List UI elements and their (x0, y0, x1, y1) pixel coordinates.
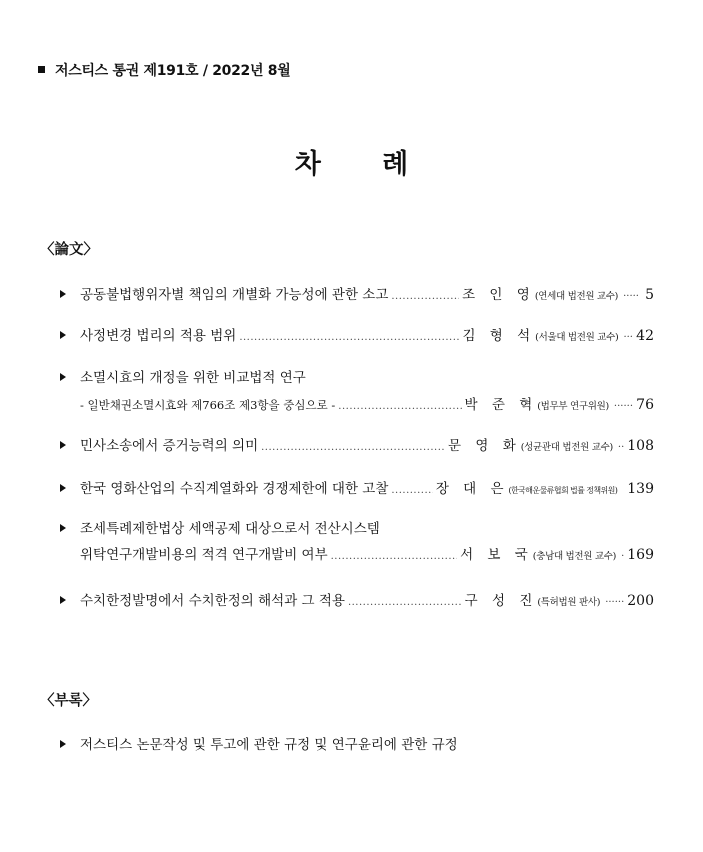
toc-entry[interactable] (60, 324, 654, 346)
section-heading-appendix: 〈부록〉 (40, 693, 98, 709)
triangle-bullet-icon (60, 331, 66, 339)
triangle-bullet-icon (60, 373, 66, 381)
triangle-bullet-icon (60, 596, 66, 604)
toc-entry[interactable] (60, 434, 654, 456)
entry-page: 139 (627, 481, 654, 497)
entry-page: 42 (636, 328, 654, 344)
entry-page: 108 (627, 438, 654, 454)
entry-title: 한국 영화산업의 수직계열화와 경쟁제한에 대한 고찰 (80, 481, 389, 497)
leader-dots: · (621, 551, 625, 562)
leader-dots: ·· (617, 442, 625, 453)
entry-affiliation: (특허법원 판사) (537, 597, 601, 608)
leader-dots (391, 485, 432, 496)
entry-affiliation: (한국해운물류협회 법률 정책위원) (508, 486, 618, 495)
entry-author: 장 대 은 (435, 481, 509, 497)
entry-author: 조 인 영 (462, 287, 535, 303)
entry-page: 5 (645, 287, 654, 303)
triangle-bullet-icon (60, 524, 66, 532)
entry-author: 김 형 석 (462, 328, 536, 344)
journal-issue-header (38, 60, 290, 80)
entry-author: 문 영 화 (448, 438, 521, 454)
leader-dots: ····· (623, 291, 639, 302)
triangle-bullet-icon (60, 441, 66, 449)
entry-title: 조세특례제한법상 세액공제 대상으로서 전산시스템 (80, 521, 380, 537)
entry-affiliation: (연세대 법전원 교수) (534, 291, 619, 302)
appendix-entry[interactable] (60, 733, 654, 755)
entry-title: 소멸시효의 개정을 위한 비교법적 연구 (80, 370, 306, 386)
entry-affiliation: (서울대 법전원 교수) (535, 332, 619, 343)
leader-dots (348, 597, 462, 608)
section-heading-papers: 〈論文〉 (40, 242, 98, 258)
entry-title: 수치한정발명에서 수치한정의 해석과 그 적용 (80, 593, 345, 609)
leader-dots (331, 551, 457, 562)
toc-entry[interactable] (60, 366, 654, 413)
entry-page: 200 (627, 593, 654, 609)
triangle-bullet-icon (60, 290, 66, 298)
entry-affiliation: (성균관대 법전원 교수) (520, 442, 613, 453)
entry-title: 사정변경 법리의 적용 범위 (80, 328, 237, 344)
leader-dots: ······ (613, 401, 633, 412)
leader-dots (391, 291, 459, 302)
entry-title-line2: 위탁연구개발비용의 적격 연구개발비 여부 (80, 547, 328, 563)
entry-subtitle: - 일반채권소멸시효와 제766조 제3항을 중심으로 - (80, 398, 336, 412)
page-title: 차 례 (294, 149, 435, 180)
entry-affiliation: (충남대 법전원 교수) (532, 551, 617, 562)
toc-entry[interactable] (60, 517, 654, 565)
entry-title: 민사소송에서 증거능력의 의미 (80, 438, 259, 454)
square-bullet-icon (38, 66, 45, 73)
entry-author: 박 준 혁 (464, 397, 538, 413)
triangle-bullet-icon (60, 484, 66, 492)
entry-author: 서 보 국 (460, 547, 533, 563)
leader-dots (239, 332, 459, 343)
leader-dots (338, 401, 461, 412)
entry-affiliation: (법무부 연구위원) (537, 401, 609, 412)
leader-dots (261, 442, 445, 453)
leader-dots: ······ (605, 597, 625, 608)
appendix-entry-title: 저스티스 논문작성 및 투고에 관한 규정 및 연구윤리에 관한 규정 (80, 737, 458, 753)
toc-entry[interactable] (60, 589, 654, 611)
toc-entry[interactable] (60, 283, 654, 305)
leader-dots: ··· (623, 332, 633, 343)
entry-title: 공동불법행위자별 책임의 개별화 가능성에 관한 소고 (80, 287, 389, 303)
journal-issue-text: 저스티스 통권 제191호 / 2022년 8월 (55, 63, 291, 79)
entry-page: 76 (636, 397, 654, 413)
entry-page: 169 (627, 547, 654, 563)
toc-entry[interactable] (60, 477, 654, 499)
entry-author: 구 성 진 (464, 593, 538, 609)
triangle-bullet-icon (60, 740, 66, 748)
